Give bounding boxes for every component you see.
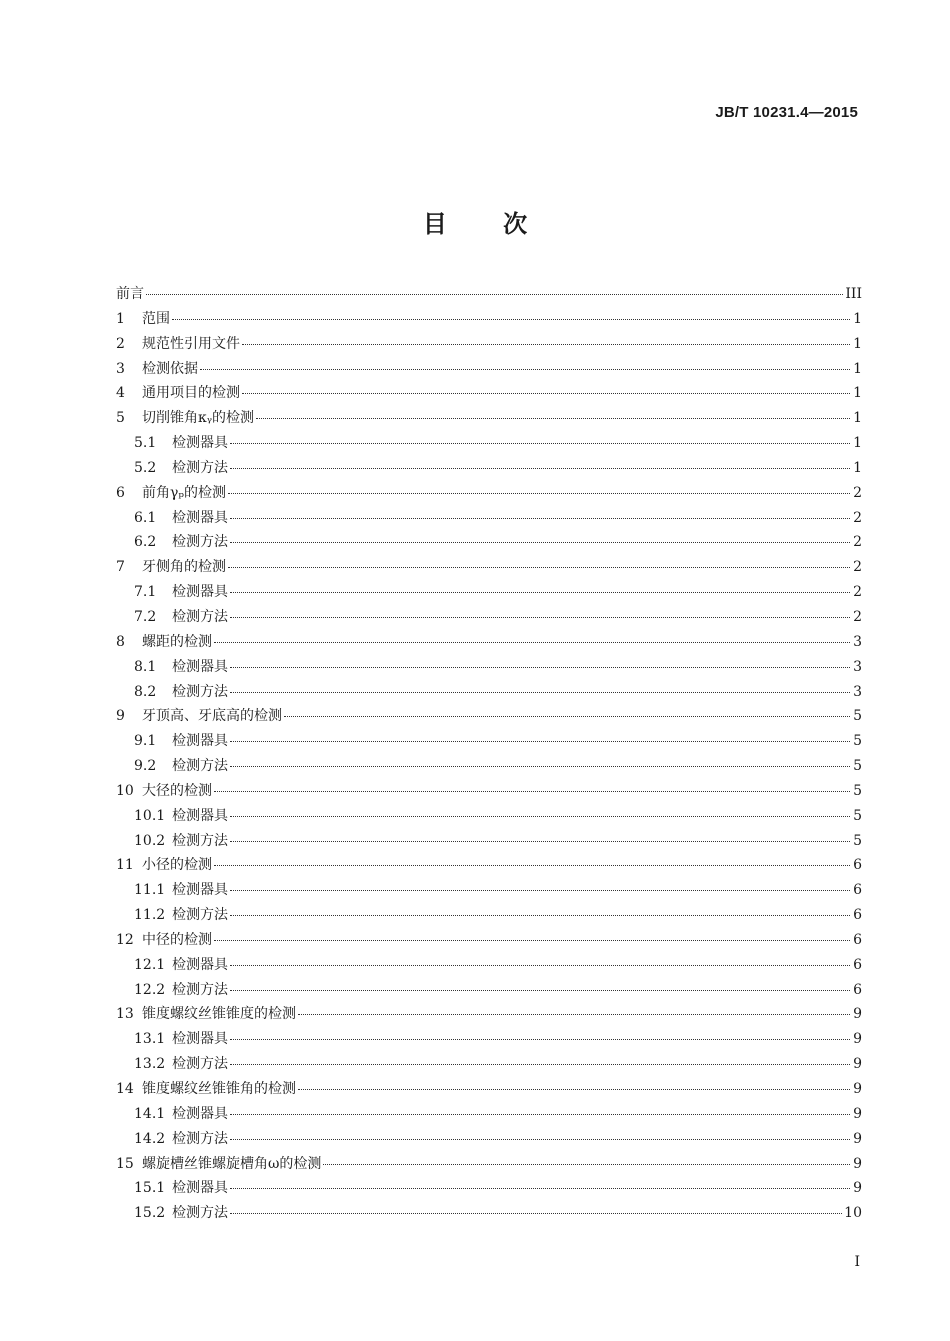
toc-entry-number: 7.1 — [134, 584, 157, 601]
toc-entry-label: 检测方法 — [172, 534, 228, 551]
toc-entry[interactable] — [116, 406, 862, 431]
dot-leader — [230, 1113, 850, 1115]
dot-leader — [298, 1088, 850, 1090]
dot-leader — [242, 343, 850, 345]
toc-entry-number: 15.1 — [134, 1180, 166, 1197]
toc-entry-label: 锥度螺纹丝锥锥角的检测 — [142, 1081, 296, 1097]
toc-entry-page: 9 — [853, 1155, 862, 1172]
toc-entry-label: 检测方法 — [172, 1056, 228, 1073]
toc-entry-label: 检测器具 — [172, 882, 228, 899]
toc-entry-page: 2 — [853, 534, 862, 551]
dot-leader — [230, 517, 850, 519]
toc-entry-page: 6 — [853, 981, 862, 998]
toc-entry-number: 12.2 — [134, 981, 166, 998]
toc-entry-number: 1 — [116, 310, 125, 327]
toc-entry-number: 11.1 — [134, 882, 166, 899]
toc-entry-page: 5 — [853, 832, 862, 849]
dot-leader — [230, 815, 850, 817]
dot-leader — [230, 989, 850, 991]
toc-entry-label: 检测器具 — [172, 1180, 228, 1197]
toc-entry[interactable] — [116, 953, 862, 978]
dot-leader — [230, 840, 850, 842]
toc-entry[interactable] — [116, 506, 862, 531]
toc-entry-number: 6.1 — [134, 509, 157, 526]
toc-entry-label: 检测器具 — [172, 435, 228, 452]
toc-entry-label: 螺距的检测 — [142, 633, 212, 650]
toc-entry[interactable] — [116, 605, 862, 630]
toc-entry-label: 检测方法 — [172, 832, 228, 849]
toc-entry-page: 1 — [853, 335, 862, 352]
dot-leader — [298, 1013, 850, 1015]
toc-entry-number: 4 — [116, 385, 125, 402]
toc-entry-page: 6 — [853, 857, 862, 874]
dot-leader — [230, 740, 850, 742]
toc-entry-label: 检测器具 — [172, 956, 228, 973]
toc-entry[interactable] — [116, 357, 862, 382]
dot-leader — [230, 964, 850, 966]
toc-entry-page: 3 — [853, 633, 862, 650]
toc-entry-label: 检测器具 — [172, 658, 228, 675]
toc-entry-page: 1 — [853, 459, 862, 476]
dot-leader — [230, 889, 850, 891]
dot-leader — [214, 864, 850, 866]
toc-entry-label: 锥度螺纹丝锥锥度的检测 — [142, 1006, 296, 1023]
toc-entry-number: 14.2 — [134, 1130, 166, 1147]
toc-entry[interactable] — [116, 381, 862, 406]
dot-leader — [214, 790, 850, 792]
toc-entry-label: 螺旋槽丝锥螺旋槽角ω的检测 — [142, 1155, 322, 1172]
toc-entry-label: 检测方法 — [172, 1205, 228, 1222]
toc-entry-page: 9 — [853, 1031, 862, 1048]
document-code: JB/T 10231.4—2015 — [715, 104, 858, 121]
dot-leader — [230, 541, 850, 543]
toc-entry[interactable] — [116, 1002, 862, 1027]
dot-leader — [200, 368, 850, 370]
toc-entry-number: 6 — [116, 484, 125, 501]
toc-entry-page: 2 — [853, 608, 862, 625]
toc-entry-page: 3 — [853, 658, 862, 675]
toc-entry-page: 9 — [853, 1105, 862, 1122]
dot-leader — [230, 616, 850, 618]
toc-entry-number: 8 — [116, 633, 125, 650]
toc-entry-page: 6 — [853, 931, 862, 948]
toc-entry[interactable] — [116, 1027, 862, 1052]
toc-entry-label: 牙侧角的检测 — [142, 559, 226, 576]
toc-entry-page: 9 — [853, 1081, 862, 1097]
toc-entry[interactable] — [116, 282, 862, 307]
dot-leader — [230, 914, 850, 916]
toc-entry-number: 6.2 — [134, 534, 157, 551]
dot-leader — [214, 641, 850, 643]
toc-entry-number: 10.2 — [134, 832, 166, 849]
toc-entry-number: 9 — [116, 708, 125, 725]
toc-entry-label: 小径的检测 — [142, 857, 212, 874]
toc-entry[interactable] — [116, 754, 862, 779]
toc-entry-page: 5 — [853, 782, 862, 799]
toc-entry[interactable] — [116, 580, 862, 605]
toc-entry-page: 1 — [853, 435, 862, 452]
dot-leader — [230, 1138, 850, 1140]
toc-entry-label: 检测器具 — [172, 1031, 228, 1048]
toc-entry-label: 检测依据 — [142, 360, 198, 377]
toc-entry-label: 中径的检测 — [142, 931, 212, 948]
toc-entry-page: 1 — [853, 385, 862, 402]
toc-entry-label: 牙顶高、牙底高的检测 — [142, 708, 282, 725]
toc-entry-label: 检测方法 — [172, 459, 228, 476]
toc-entry[interactable] — [116, 1077, 862, 1102]
table-of-contents — [116, 282, 862, 1226]
toc-entry[interactable] — [116, 804, 862, 829]
toc-entry-number: 5.2 — [134, 459, 157, 476]
toc-entry-number: 12.1 — [134, 956, 166, 973]
toc-title: 目 次 — [422, 210, 528, 238]
toc-entry-number: 8.1 — [134, 658, 157, 675]
toc-entry-page: 9 — [853, 1130, 862, 1147]
toc-entry[interactable] — [116, 729, 862, 754]
toc-entry[interactable] — [116, 1176, 862, 1201]
dot-leader — [230, 1187, 850, 1189]
toc-entry[interactable] — [116, 1201, 862, 1226]
toc-entry-label: 大径的检测 — [142, 782, 212, 799]
toc-entry[interactable] — [116, 307, 862, 332]
toc-entry-page: 6 — [853, 956, 862, 973]
toc-entry-label: 检测器具 — [172, 584, 228, 601]
toc-entry[interactable] — [116, 779, 862, 804]
toc-entry[interactable] — [116, 903, 862, 928]
dot-leader — [230, 691, 850, 693]
dot-leader — [230, 442, 850, 444]
toc-entry-number: 10.1 — [134, 807, 166, 824]
toc-entry[interactable] — [116, 456, 862, 481]
dot-leader — [230, 666, 850, 668]
toc-entry-number: 11.2 — [134, 907, 166, 924]
toc-entry-label: 检测方法 — [172, 608, 228, 625]
toc-entry-page: 6 — [853, 907, 862, 924]
toc-entry-label: 检测器具 — [172, 807, 228, 824]
toc-entry-number: 7.2 — [134, 608, 157, 625]
dot-leader — [256, 417, 850, 419]
toc-entry-number: 9.1 — [134, 733, 157, 750]
toc-entry-number: 13.1 — [134, 1031, 166, 1048]
toc-entry-label: 检测方法 — [172, 683, 228, 700]
toc-entry[interactable] — [116, 332, 862, 357]
toc-entry[interactable] — [116, 829, 862, 854]
toc-entry-number: 13.2 — [134, 1056, 166, 1073]
toc-entry-page: 2 — [853, 559, 862, 576]
toc-entry[interactable] — [116, 1152, 862, 1177]
dot-leader — [242, 392, 850, 394]
toc-entry-number: 5 — [116, 410, 125, 427]
toc-entry-label: 检测方法 — [172, 758, 228, 775]
toc-entry[interactable] — [116, 878, 862, 903]
toc-entry[interactable] — [116, 481, 862, 506]
toc-entry-page: 5 — [853, 807, 862, 824]
toc-entry-label: 检测器具 — [172, 1105, 228, 1122]
dot-leader — [146, 293, 843, 295]
toc-entry[interactable] — [116, 680, 862, 705]
toc-entry[interactable] — [116, 655, 862, 680]
toc-entry[interactable] — [116, 704, 862, 729]
toc-entry-page: 1 — [853, 310, 862, 327]
toc-entry[interactable] — [116, 1102, 862, 1127]
toc-entry[interactable] — [116, 431, 862, 456]
dot-leader — [228, 492, 850, 494]
dot-leader — [230, 765, 850, 767]
toc-entry-number: 15 — [116, 1155, 134, 1172]
toc-entry-page: 5 — [853, 733, 862, 750]
toc-entry-page: 9 — [853, 1006, 862, 1023]
toc-entry-label: 前角γₚ的检测 — [142, 484, 226, 501]
toc-entry-page: 1 — [853, 410, 862, 427]
toc-entry-number: 2 — [116, 335, 125, 352]
toc-entry-label: 检测器具 — [172, 733, 228, 750]
toc-entry-number: 10 — [116, 782, 134, 799]
toc-entry[interactable] — [116, 530, 862, 555]
toc-entry-label: 范围 — [142, 310, 170, 327]
dot-leader — [172, 318, 850, 320]
dot-leader — [284, 715, 850, 717]
toc-entry[interactable] — [116, 978, 862, 1003]
toc-entry[interactable] — [116, 853, 862, 878]
toc-entry-page: 9 — [853, 1180, 862, 1197]
toc-entry-label: 切削锥角κᵧ的检测 — [142, 410, 255, 427]
toc-entry-page: 5 — [853, 758, 862, 775]
toc-entry-label: 前言 — [116, 286, 144, 302]
dot-leader — [214, 939, 850, 941]
toc-entry-page: 10 — [844, 1205, 862, 1222]
dot-leader — [230, 1212, 842, 1214]
toc-entry-page: 1 — [853, 360, 862, 377]
toc-entry-number: 11 — [116, 857, 134, 874]
toc-entry[interactable] — [116, 928, 862, 953]
toc-entry[interactable] — [116, 1127, 862, 1152]
dot-leader — [230, 467, 850, 469]
dot-leader — [228, 566, 850, 568]
toc-entry-page: 5 — [853, 708, 862, 725]
page-number: I — [854, 1254, 860, 1270]
toc-entry-page: 6 — [853, 882, 862, 899]
toc-entry-page: 2 — [853, 509, 862, 526]
dot-leader — [230, 591, 850, 593]
toc-entry-number: 14 — [116, 1081, 134, 1097]
toc-entry-label: 通用项目的检测 — [142, 385, 240, 402]
toc-entry-number: 12 — [116, 931, 134, 948]
toc-entry-number: 3 — [116, 360, 125, 377]
toc-entry-page: 2 — [853, 584, 862, 601]
toc-entry-label: 检测方法 — [172, 907, 228, 924]
toc-entry[interactable] — [116, 630, 862, 655]
toc-entry-number: 14.1 — [134, 1105, 166, 1122]
dot-leader — [230, 1038, 850, 1040]
toc-entry-page: 3 — [853, 683, 862, 700]
toc-entry-number: 9.2 — [134, 758, 157, 775]
toc-entry[interactable] — [116, 555, 862, 580]
toc-entry-number: 8.2 — [134, 683, 157, 700]
toc-entry-label: 检测器具 — [172, 509, 228, 526]
toc-entry-label: 检测方法 — [172, 1130, 228, 1147]
toc-entry-page: 2 — [853, 484, 862, 501]
toc-entry-page: 9 — [853, 1056, 862, 1073]
toc-entry-number: 5.1 — [134, 435, 157, 452]
toc-entry[interactable] — [116, 1052, 862, 1077]
toc-entry-label: 规范性引用文件 — [142, 335, 240, 352]
toc-entry-page: III — [845, 286, 862, 302]
dot-leader — [323, 1163, 850, 1165]
dot-leader — [230, 1063, 850, 1065]
toc-entry-number: 7 — [116, 559, 125, 576]
toc-entry-number: 13 — [116, 1006, 134, 1023]
toc-entry-number: 15.2 — [134, 1205, 166, 1222]
toc-entry-label: 检测方法 — [172, 981, 228, 998]
